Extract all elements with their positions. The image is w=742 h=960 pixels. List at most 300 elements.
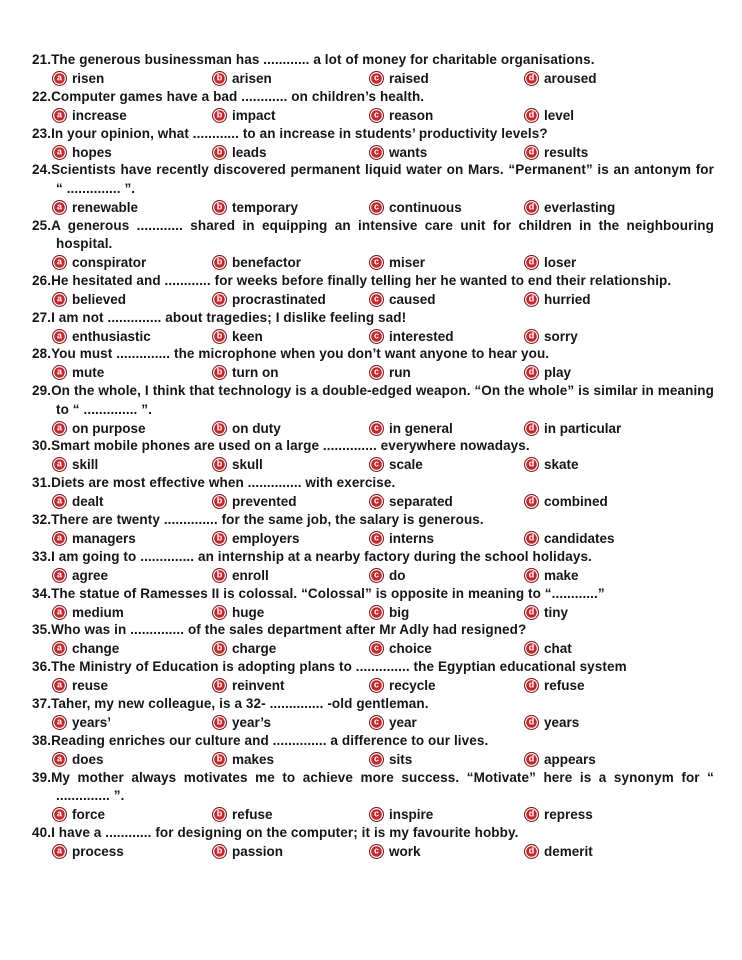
- option-letter-d-icon: d: [524, 200, 539, 215]
- answer-option-c[interactable]: [369, 678, 524, 693]
- answer-option-c[interactable]: [369, 421, 524, 436]
- option-label: managers: [72, 531, 136, 547]
- option-label: dealt: [72, 494, 104, 510]
- question-number: 24.: [32, 162, 52, 178]
- answer-option-c[interactable]: [369, 292, 524, 307]
- option-label: hopes: [72, 144, 112, 160]
- option-letter-a-icon: a: [52, 108, 67, 123]
- option-label: employers: [232, 531, 300, 547]
- option-letter-b-icon: b: [212, 678, 227, 693]
- option-letter-c-icon: c: [369, 531, 384, 546]
- answer-option-d[interactable]: [524, 255, 714, 270]
- question-text: [32, 621, 714, 639]
- answer-option-d[interactable]: [524, 715, 714, 730]
- option-letter-c-icon: c: [369, 71, 384, 86]
- option-label: interested: [389, 328, 454, 344]
- option-letter-a-icon: a: [52, 255, 67, 270]
- options-row: [32, 677, 714, 695]
- question-number: 40.: [32, 824, 52, 840]
- option-label: procrastinated: [232, 291, 326, 307]
- question-text: [32, 88, 714, 106]
- question-body: Diets are most effective when .............. with exercise.: [51, 475, 396, 491]
- question-body: Computer games have a bad ............ on children’s health.: [51, 88, 425, 104]
- option-label: chat: [544, 641, 572, 657]
- option-letter-d-icon: d: [524, 641, 539, 656]
- option-letter-c-icon: c: [369, 200, 384, 215]
- answer-option-c[interactable]: [369, 568, 524, 583]
- option-letter-a-icon: a: [52, 807, 67, 822]
- options-row: [32, 419, 714, 437]
- answer-option-d[interactable]: [524, 641, 714, 656]
- option-letter-a-icon: a: [52, 145, 67, 160]
- option-letter-a-icon: a: [52, 531, 67, 546]
- option-letter-c-icon: c: [369, 494, 384, 509]
- answer-option-b[interactable]: [212, 365, 369, 380]
- option-label: leads: [232, 144, 267, 160]
- answer-option-d[interactable]: [524, 568, 714, 583]
- answer-option-a[interactable]: [52, 365, 212, 380]
- option-label: appears: [544, 751, 596, 767]
- answer-option-c[interactable]: [369, 255, 524, 270]
- option-letter-b-icon: b: [212, 365, 227, 380]
- question-body: The Ministry of Education is adopting plans to .............. the Egyptian educational system: [51, 659, 627, 675]
- question-text: [32, 382, 714, 419]
- option-letter-d-icon: d: [524, 605, 539, 620]
- option-letter-d-icon: d: [524, 715, 539, 730]
- option-letter-c-icon: c: [369, 568, 384, 583]
- option-letter-d-icon: d: [524, 844, 539, 859]
- question-text: [32, 272, 714, 290]
- option-label: do: [389, 567, 406, 583]
- option-letter-a-icon: a: [52, 457, 67, 472]
- option-label: huge: [232, 604, 265, 620]
- question-text: [32, 437, 714, 455]
- option-label: change: [72, 641, 120, 657]
- option-label: reuse: [72, 678, 109, 694]
- option-label: in general: [389, 420, 453, 436]
- option-letter-c-icon: c: [369, 641, 384, 656]
- option-label: years: [544, 715, 580, 731]
- question-body: Who was in .............. of the sales department after Mr Adly had resigned?: [51, 622, 527, 638]
- option-letter-a-icon: a: [52, 752, 67, 767]
- question-block: [32, 511, 714, 548]
- question-text: [32, 125, 714, 143]
- option-label: recycle: [389, 678, 436, 694]
- question-text: [32, 732, 714, 750]
- options-row: [32, 529, 714, 547]
- answer-option-b[interactable]: [212, 71, 369, 86]
- answer-option-a[interactable]: [52, 605, 212, 620]
- answer-option-c[interactable]: [369, 605, 524, 620]
- option-letter-c-icon: c: [369, 292, 384, 307]
- option-label: prevented: [232, 494, 297, 510]
- option-letter-a-icon: a: [52, 329, 67, 344]
- question-block: [32, 161, 714, 216]
- answer-option-b[interactable]: [212, 568, 369, 583]
- option-letter-c-icon: c: [369, 752, 384, 767]
- options-row: [32, 364, 714, 382]
- answer-option-b[interactable]: [212, 108, 369, 123]
- option-label: caused: [389, 291, 436, 307]
- question-number: 28.: [32, 346, 52, 362]
- answer-option-c[interactable]: [369, 715, 524, 730]
- option-letter-a-icon: a: [52, 421, 67, 436]
- answer-option-d[interactable]: [524, 329, 714, 344]
- answer-option-b[interactable]: [212, 145, 369, 160]
- option-letter-b-icon: b: [212, 255, 227, 270]
- answer-option-b[interactable]: [212, 292, 369, 307]
- options-row: [32, 842, 714, 860]
- answer-option-b[interactable]: [212, 531, 369, 546]
- option-letter-d-icon: d: [524, 329, 539, 344]
- answer-option-d[interactable]: [524, 807, 714, 822]
- question-number: 30.: [32, 438, 52, 454]
- question-block: [32, 658, 714, 695]
- answer-option-d[interactable]: [524, 200, 714, 215]
- option-label: skill: [72, 457, 99, 473]
- option-letter-c-icon: c: [369, 145, 384, 160]
- answer-option-c[interactable]: [369, 108, 524, 123]
- answer-option-a[interactable]: [52, 71, 212, 86]
- option-letter-d-icon: d: [524, 365, 539, 380]
- option-label: skull: [232, 457, 263, 473]
- question-number: 33.: [32, 548, 52, 564]
- question-block: [32, 345, 714, 382]
- option-letter-a-icon: a: [52, 844, 67, 859]
- question-number: 27.: [32, 309, 52, 325]
- question-text: [32, 769, 714, 806]
- question-body: I am going to .............. an internship at a nearby factory during the school holidays.: [51, 548, 592, 564]
- question-text: [32, 217, 714, 254]
- option-label: year’s: [232, 715, 272, 731]
- option-label: continuous: [389, 199, 462, 215]
- question-body: I have a ............ for designing on the computer; it is my favourite hobby.: [51, 824, 519, 840]
- option-label: results: [544, 144, 589, 160]
- question-body: The generous businessman has ............ a lot of money for charitable organisations.: [51, 52, 595, 67]
- option-letter-c-icon: c: [369, 457, 384, 472]
- option-label: force: [72, 807, 106, 823]
- options-row: [32, 566, 714, 584]
- question-text: [32, 585, 714, 603]
- question-list: [32, 51, 714, 861]
- question-number: 39.: [32, 769, 52, 785]
- answer-option-b[interactable]: [212, 678, 369, 693]
- option-letter-d-icon: d: [524, 678, 539, 693]
- answer-option-b[interactable]: [212, 457, 369, 472]
- question-text: [32, 695, 714, 713]
- option-label: reason: [389, 107, 434, 123]
- answer-option-d[interactable]: [524, 421, 714, 436]
- option-letter-a-icon: a: [52, 678, 67, 693]
- option-letter-b-icon: b: [212, 71, 227, 86]
- option-letter-b-icon: b: [212, 108, 227, 123]
- answer-option-b[interactable]: [212, 844, 369, 859]
- option-label: process: [72, 843, 124, 859]
- options-row: [32, 253, 714, 271]
- option-label: tiny: [544, 604, 569, 620]
- question-block: [32, 309, 714, 346]
- option-letter-d-icon: d: [524, 108, 539, 123]
- answer-option-a[interactable]: [52, 641, 212, 656]
- option-label: combined: [544, 494, 608, 510]
- question-number: 36.: [32, 659, 52, 675]
- option-letter-c-icon: c: [369, 255, 384, 270]
- option-letter-a-icon: a: [52, 200, 67, 215]
- option-letter-c-icon: c: [369, 108, 384, 123]
- question-block: [32, 732, 714, 769]
- question-block: [32, 474, 714, 511]
- answer-option-b[interactable]: [212, 200, 369, 215]
- option-label: does: [72, 751, 104, 767]
- option-letter-c-icon: c: [369, 678, 384, 693]
- option-label: candidates: [544, 531, 615, 547]
- answer-option-a[interactable]: [52, 531, 212, 546]
- option-label: turn on: [232, 365, 279, 381]
- answer-option-b[interactable]: [212, 807, 369, 822]
- question-body: A generous ............ shared in equipping an intensive care unit for children in the neighbouring hospital.: [51, 217, 714, 251]
- answer-option-a[interactable]: [52, 200, 212, 215]
- option-label: on purpose: [72, 420, 146, 436]
- question-block: [32, 125, 714, 162]
- answer-option-a[interactable]: [52, 292, 212, 307]
- answer-option-b[interactable]: [212, 255, 369, 270]
- question-block: [32, 824, 714, 861]
- option-letter-a-icon: a: [52, 494, 67, 509]
- option-letter-d-icon: d: [524, 807, 539, 822]
- question-number: 23.: [32, 125, 52, 141]
- option-label: level: [544, 107, 575, 123]
- question-body: Reading enriches our culture and .............. a difference to our lives.: [51, 732, 489, 748]
- answer-option-d[interactable]: [524, 365, 714, 380]
- answer-option-a[interactable]: [52, 715, 212, 730]
- answer-option-c[interactable]: [369, 329, 524, 344]
- answer-option-a[interactable]: [52, 807, 212, 822]
- option-letter-b-icon: b: [212, 329, 227, 344]
- answer-option-d[interactable]: [524, 678, 714, 693]
- options-row: [32, 198, 714, 216]
- question-block: [32, 548, 714, 585]
- option-letter-b-icon: b: [212, 844, 227, 859]
- question-number: 25.: [32, 217, 52, 233]
- answer-option-c[interactable]: [369, 641, 524, 656]
- option-letter-b-icon: b: [212, 200, 227, 215]
- answer-option-c[interactable]: [369, 844, 524, 859]
- option-letter-c-icon: c: [369, 421, 384, 436]
- answer-option-d[interactable]: [524, 292, 714, 307]
- option-letter-c-icon: c: [369, 329, 384, 344]
- option-label: impact: [232, 107, 276, 123]
- option-label: charge: [232, 641, 277, 657]
- option-letter-a-icon: a: [52, 715, 67, 730]
- answer-option-c[interactable]: [369, 145, 524, 160]
- question-number: 26.: [32, 272, 52, 288]
- answer-option-a[interactable]: [52, 494, 212, 509]
- options-row: [32, 143, 714, 161]
- answer-option-a[interactable]: [52, 568, 212, 583]
- option-label: wants: [389, 144, 428, 160]
- question-number: 22.: [32, 88, 52, 104]
- answer-option-a[interactable]: [52, 329, 212, 344]
- option-label: reinvent: [232, 678, 285, 694]
- option-letter-b-icon: b: [212, 531, 227, 546]
- question-block: [32, 217, 714, 272]
- question-number: 37.: [32, 695, 52, 711]
- question-body: The statue of Ramesses II is colossal. “Colossal” is opposite in meaning to “............”: [51, 585, 605, 601]
- question-text: [32, 474, 714, 492]
- option-label: skate: [544, 457, 579, 473]
- option-label: renewable: [72, 199, 139, 215]
- option-label: enthusiastic: [72, 328, 151, 344]
- question-body: I am not .............. about tragedies; I dislike feeling sad!: [51, 309, 407, 325]
- question-number: 32.: [32, 511, 52, 527]
- answer-option-d[interactable]: [524, 605, 714, 620]
- options-row: [32, 603, 714, 621]
- option-label: medium: [72, 604, 124, 620]
- question-block: [32, 382, 714, 437]
- options-row: [32, 750, 714, 768]
- answer-option-c[interactable]: [369, 200, 524, 215]
- answer-option-a[interactable]: [52, 678, 212, 693]
- option-letter-d-icon: d: [524, 292, 539, 307]
- option-label: run: [389, 365, 411, 381]
- question-block: [32, 769, 714, 824]
- option-label: raised: [389, 71, 429, 87]
- answer-option-b[interactable]: [212, 421, 369, 436]
- option-letter-c-icon: c: [369, 807, 384, 822]
- option-letter-b-icon: b: [212, 421, 227, 436]
- option-letter-b-icon: b: [212, 641, 227, 656]
- option-label: enroll: [232, 567, 269, 583]
- option-label: everlasting: [544, 199, 616, 215]
- option-label: keen: [232, 328, 263, 344]
- answer-option-d[interactable]: [524, 844, 714, 859]
- question-text: [32, 161, 714, 198]
- question-block: [32, 695, 714, 732]
- question-body: In your opinion, what ............ to an increase in students’ productivity levels?: [51, 125, 548, 141]
- option-letter-c-icon: c: [369, 605, 384, 620]
- question-text: [32, 309, 714, 327]
- question-block: [32, 621, 714, 658]
- option-letter-b-icon: b: [212, 292, 227, 307]
- answer-option-b[interactable]: [212, 752, 369, 767]
- option-letter-d-icon: d: [524, 71, 539, 86]
- question-body: He hesitated and ............ for weeks before finally telling her he wanted to end their relationship.: [51, 272, 672, 288]
- option-letter-a-icon: a: [52, 641, 67, 656]
- question-body: There are twenty .............. for the same job, the salary is generous.: [51, 511, 484, 527]
- option-label: on duty: [232, 420, 281, 436]
- answer-option-a[interactable]: [52, 421, 212, 436]
- option-label: scale: [389, 457, 423, 473]
- answer-option-d[interactable]: [524, 531, 714, 546]
- option-label: interns: [389, 531, 435, 547]
- option-letter-b-icon: b: [212, 494, 227, 509]
- answer-option-d[interactable]: [524, 494, 714, 509]
- option-letter-b-icon: b: [212, 568, 227, 583]
- option-label: conspirator: [72, 255, 147, 271]
- question-number: 21.: [32, 52, 52, 67]
- options-row: [32, 290, 714, 308]
- option-label: hurried: [544, 291, 591, 307]
- option-label: mute: [72, 365, 105, 381]
- option-label: big: [389, 604, 410, 620]
- options-row: [32, 456, 714, 474]
- question-text: [32, 345, 714, 363]
- answer-option-c[interactable]: [369, 365, 524, 380]
- option-label: passion: [232, 843, 284, 859]
- question-block: [32, 51, 714, 88]
- option-label: year: [389, 715, 417, 731]
- answer-option-b[interactable]: [212, 494, 369, 509]
- question-number: 31.: [32, 475, 52, 491]
- answer-option-a[interactable]: [52, 457, 212, 472]
- answer-option-c[interactable]: [369, 752, 524, 767]
- answer-option-c[interactable]: [369, 71, 524, 86]
- answer-option-d[interactable]: [524, 752, 714, 767]
- answer-option-c[interactable]: [369, 531, 524, 546]
- answer-option-b[interactable]: [212, 329, 369, 344]
- option-label: repress: [544, 807, 593, 823]
- answer-option-a[interactable]: [52, 145, 212, 160]
- option-label: play: [544, 365, 572, 381]
- option-letter-b-icon: b: [212, 605, 227, 620]
- option-label: demerit: [544, 843, 593, 859]
- option-label: arisen: [232, 71, 272, 87]
- option-label: makes: [232, 751, 275, 767]
- answer-option-c[interactable]: [369, 807, 524, 822]
- question-block: [32, 272, 714, 309]
- option-letter-d-icon: d: [524, 145, 539, 160]
- answer-option-d[interactable]: [524, 457, 714, 472]
- option-letter-b-icon: b: [212, 145, 227, 160]
- options-row: [32, 493, 714, 511]
- option-label: sits: [389, 751, 413, 767]
- answer-option-a[interactable]: [52, 255, 212, 270]
- option-label: loser: [544, 255, 577, 271]
- answer-option-d[interactable]: [524, 71, 714, 86]
- option-label: refuse: [544, 678, 585, 694]
- answer-option-d[interactable]: [524, 108, 714, 123]
- answer-option-b[interactable]: [212, 605, 369, 620]
- option-letter-b-icon: b: [212, 807, 227, 822]
- option-label: believed: [72, 291, 127, 307]
- question-number: 29.: [32, 383, 52, 399]
- option-label: in particular: [544, 420, 622, 436]
- question-body: Scientists have recently discovered permanent liquid water on Mars. “Permanent” is an antonym for “ .............. ”.: [51, 162, 714, 196]
- question-body: Smart mobile phones are used on a large .............. everywhere nowadays.: [51, 438, 530, 454]
- answer-option-a[interactable]: [52, 752, 212, 767]
- answer-option-b[interactable]: [212, 715, 369, 730]
- question-text: [32, 51, 714, 69]
- answer-option-c[interactable]: [369, 494, 524, 509]
- option-letter-b-icon: b: [212, 457, 227, 472]
- answer-option-b[interactable]: [212, 641, 369, 656]
- answer-option-a[interactable]: [52, 108, 212, 123]
- question-block: [32, 437, 714, 474]
- option-letter-a-icon: a: [52, 71, 67, 86]
- answer-option-c[interactable]: [369, 457, 524, 472]
- question-block: [32, 88, 714, 125]
- answer-option-a[interactable]: [52, 844, 212, 859]
- option-label: choice: [389, 641, 432, 657]
- option-label: years’: [72, 715, 112, 731]
- option-letter-d-icon: d: [524, 752, 539, 767]
- question-body: On the whole, I think that technology is a double-edged weapon. “On the whole” is similar in meaning to “ .............. ”.: [51, 383, 714, 417]
- option-letter-a-icon: a: [52, 568, 67, 583]
- option-letter-a-icon: a: [52, 605, 67, 620]
- answer-option-d[interactable]: [524, 145, 714, 160]
- option-letter-b-icon: b: [212, 752, 227, 767]
- option-letter-d-icon: d: [524, 255, 539, 270]
